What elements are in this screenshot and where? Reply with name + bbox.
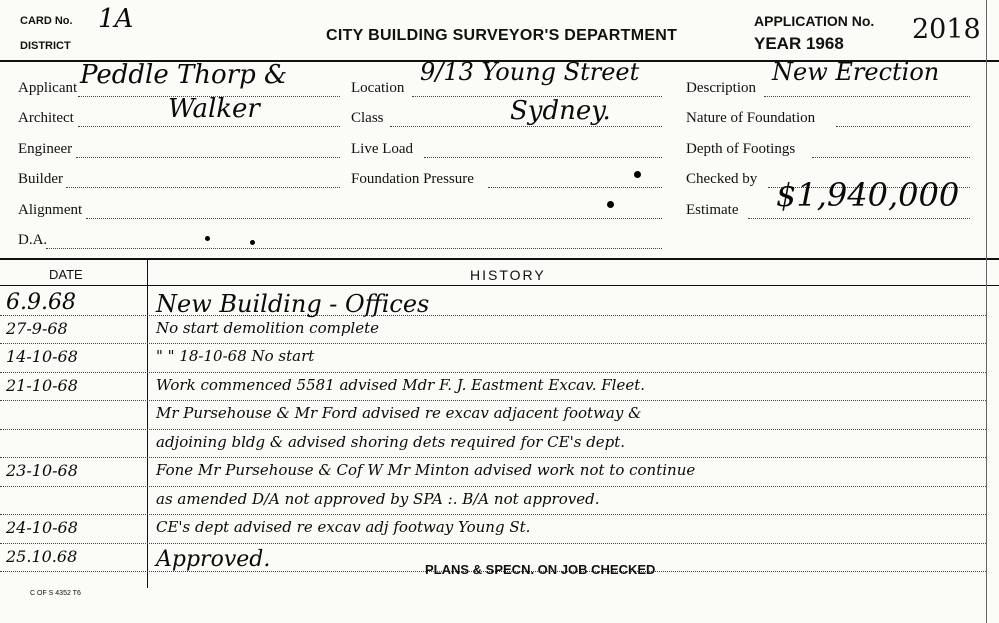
application-no-label: APPLICATION No. [754,13,875,29]
live-load-label: Live Load [351,141,414,157]
right-edge-rule [986,0,987,623]
builder-label: Builder [18,171,63,187]
history-date: 25.10.68 [6,546,78,566]
history-entry: No start demolition complete [156,318,380,337]
history-date: 14-10-68 [6,347,78,366]
applicant-value: Peddle Thorp & [80,60,288,90]
history-entry: adjoining bldg & advised shoring dets required for CE's dept. [156,432,626,451]
history-entry: Approved. [156,546,271,572]
history-entry: CE's dept advised re excav adj footway Young St. [156,518,531,536]
history-row-rule [0,514,986,515]
ink-blot [205,236,210,241]
checked-by-label: Checked by [686,171,758,187]
applicant-label: Applicant [18,80,78,96]
form-code: C OF S 4352 T6 [30,590,81,597]
history-entry: as amended D/A not approved by SPA :. B/A not approved. [156,489,600,508]
history-row-rule [0,543,986,544]
description-label: Description [686,80,756,96]
description-value: New Erection [772,58,940,86]
year-label: YEAR 1968 [754,34,844,53]
history-row-rule [0,486,986,487]
date-column-divider [147,258,148,588]
job-checked-stamp: PLANS & SPECN. ON JOB CHECKED [425,562,656,577]
history-row-rule [0,429,986,430]
history-date: 27-9-68 [6,318,68,338]
estimate-value: $1,940,000 [776,176,960,214]
history-date: 6.9.68 [6,290,76,315]
history-entry: " " 18-10-68 No start [156,347,315,365]
date-column-header: DATE [49,267,83,282]
application-no-value: 2018 [912,14,981,45]
history-row-rule [0,315,986,316]
history-entry: Mr Pursehouse & Mr Ford advised re excav adjacent footway & [156,404,642,422]
nature-of-foundation-label: Nature of Foundation [686,110,816,126]
history-row-rule [0,372,986,373]
architect-label: Architect [18,110,74,126]
depth-of-footings-label: Depth of Footings [686,141,796,157]
history-header-rule [0,285,999,286]
location-value: 9/13 Young Street [420,58,640,86]
class-label: Class [351,110,384,126]
district-label: DISTRICT [20,40,71,52]
department-title: CITY BUILDING SURVEYOR'S DEPARTMENT [326,27,678,44]
history-entry: Fone Mr Pursehouse & Cof W Mr Minton advised work not to continue [156,461,696,479]
history-row-rule [0,343,986,344]
architect-value: Walker [168,94,260,124]
history-entry: New Building - Offices [156,290,430,318]
history-top-rule [0,258,999,260]
ink-blot [250,240,255,245]
history-date: 24-10-68 [6,518,78,537]
history-row-rule [0,457,986,458]
card-no-value: 1A [98,4,134,34]
location-label: Location [351,80,405,96]
card-no-label: CARD No. [20,15,73,27]
ink-blot [607,201,614,208]
history-row-rule [0,400,986,401]
history-date: 23-10-68 [6,461,78,480]
estimate-label: Estimate [686,202,739,218]
foundation-pressure-label: Foundation Pressure [351,171,474,187]
alignment-label: Alignment [18,202,83,218]
ink-blot [634,171,641,178]
engineer-label: Engineer [18,141,73,157]
da-label: D.A. [18,232,48,248]
history-column-header: HISTORY [470,267,546,283]
history-entry: Work commenced 5581 advised Mdr F. J. Eastment Excav. Fleet. [156,375,646,394]
class-value: Sydney. [510,96,611,126]
history-date: 21-10-68 [6,375,78,395]
